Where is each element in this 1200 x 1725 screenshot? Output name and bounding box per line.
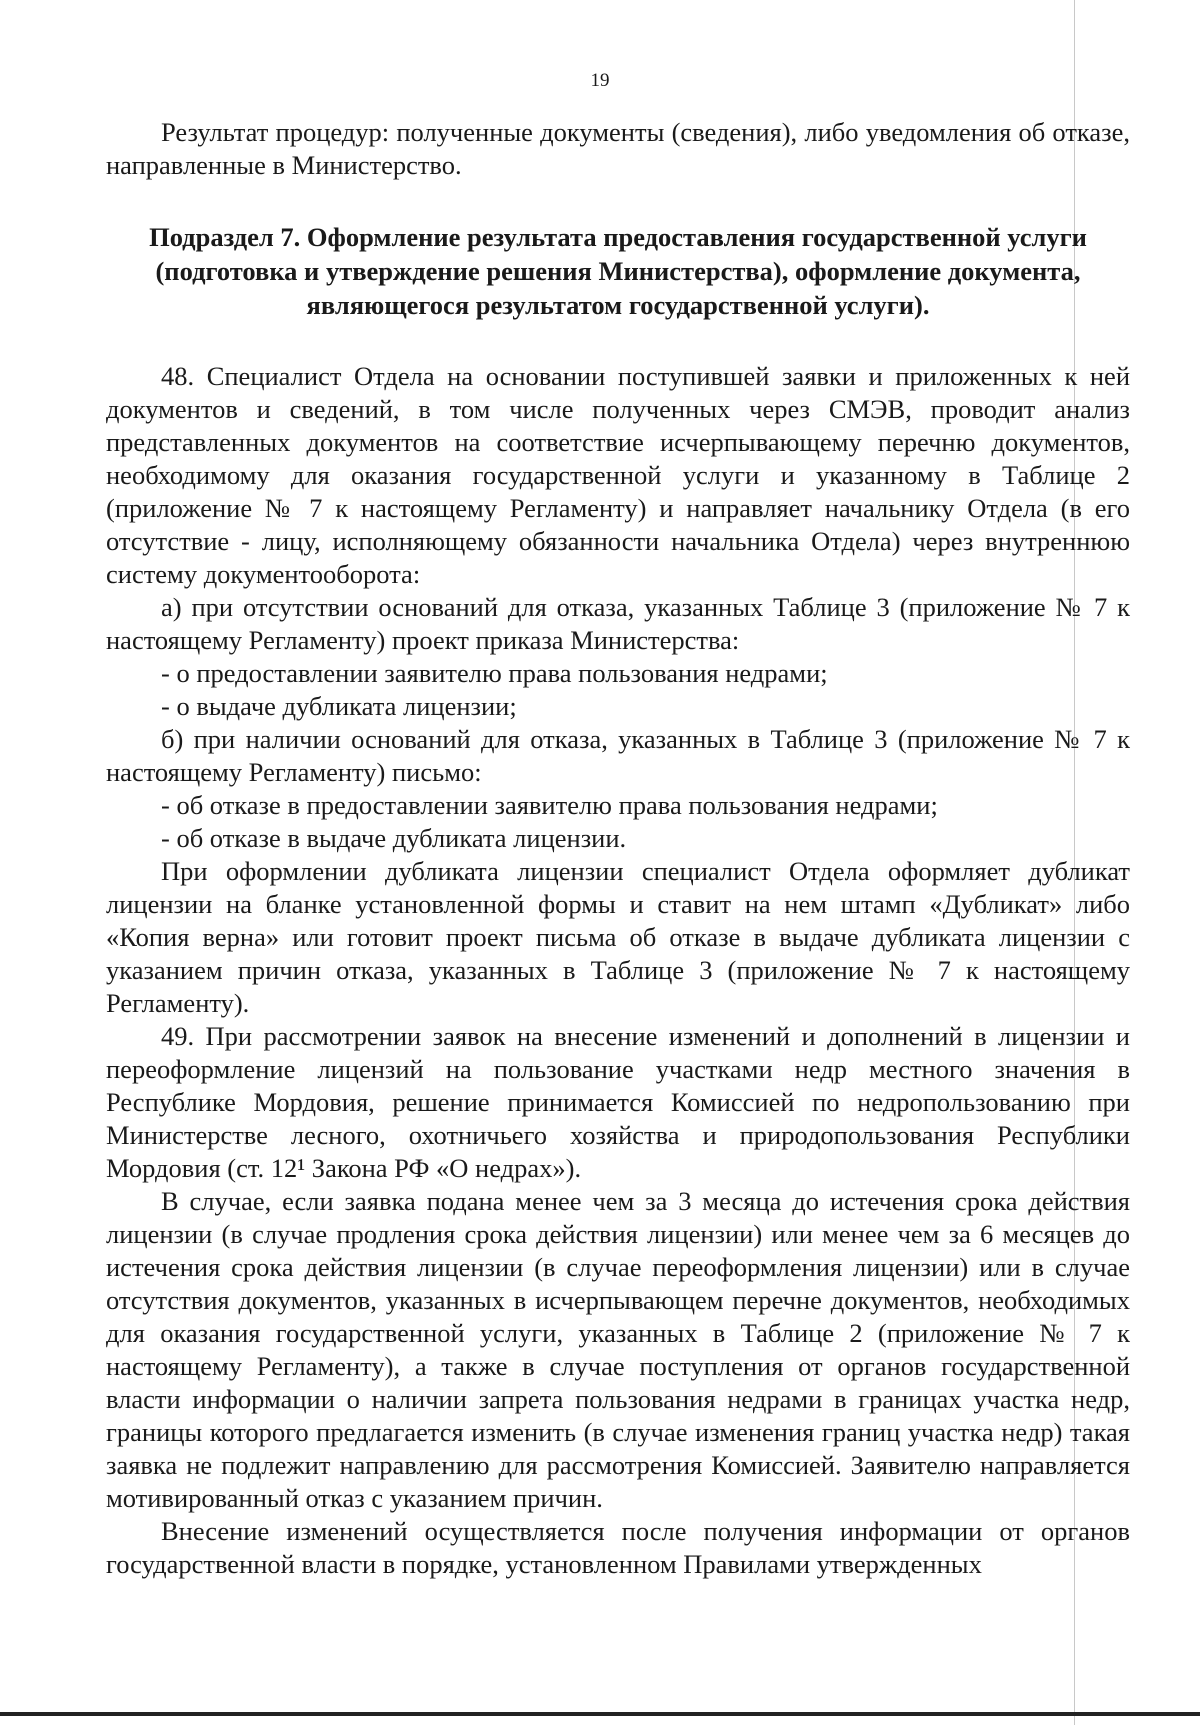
list-item: - об отказе в выдаче дубликата лицензии. — [161, 823, 627, 853]
list-item: - о предоставлении заявителю права пользования недрами; — [161, 658, 828, 688]
paragraph-48: 48. Специалист Отдела на основании поступившей заявки и приложенных к ней документов и сведений, в том числе полученных через СМЭВ, проводит анализ представленных документов на соответствие исчерпывающему перечню документов, необходимому для оказания государственной услуги и указанному в Таблице 2 (приложение № 7 к настоящему Регламенту) и направляет начальнику Отдела (в его отсутствие - лицу, исполняющему обязанности начальника Отдела) через внутреннюю систему документооборота: — [106, 361, 1130, 589]
intro-paragraph: Результат процедур: полученные документы (сведения), либо уведомления об отказе, направленные в Министерство. — [106, 117, 1130, 180]
paragraph-duplicate: При оформлении дубликата лицензии специалист Отдела оформляет дубликат лицензии на бланке установленной формы и ставит на нем штамп «Дубликат» либо «Копия верна» или готовит проект письма об отказе в выдаче дубликата лицензии с указанием причин отказа, указанных в Таблице 3 (приложение № 7 к настоящему Регламенту). — [106, 856, 1130, 1018]
page-bottom-rule — [0, 1712, 1200, 1716]
subsection-title: Подраздел 7. Оформление результата предоставления государственной услуги (подготовка и утверждение решения Министерства), оформление документа, являющегося результатом государственной услуги). — [149, 222, 1087, 320]
list-item: - об отказе в предоставлении заявителю права пользования недрами; — [161, 790, 938, 820]
paragraph-48-a: а) при отсутствии оснований для отказа, указанных Таблице 3 (приложение № 7 к настоящему Регламенту) проект приказа Министерства: — [106, 592, 1130, 655]
paragraph-49-case: В случае, если заявка подана менее чем за 3 месяца до истечения срока действия лицензии (в случае продления срока действия лицензии) или менее чем за 6 месяцев до истечения срока действия лицензии (в случае переоформления лицензии) или в случае отсутствия документов, указанных в исчерпывающем перечне документов, необходимых для оказания государственной услуги, указанных в Таблице 2 (приложение № 7 к настоящему Регламенту), а также в случае поступления от органов государственной власти информации о наличии запрета пользования недрами в границах участка недр, границы которого предлагается изменить (в случае изменения границ участка недр) такая заявка не подлежит направлению для рассмотрения Комиссией. Заявителю направляется мотивированный отказ с указанием причин. — [106, 1186, 1130, 1513]
list-item: - о выдаче дубликата лицензии; — [161, 691, 517, 721]
paragraph-49-changes: Внесение изменений осуществляется после получения информации от органов государственной власти в порядке, установленном Правилами утвержденных — [106, 1516, 1130, 1579]
document-body — [106, 116, 1130, 1581]
paragraph-49: 49. При рассмотрении заявок на внесение изменений и дополнений в лицензии и переоформление лицензий на пользование участками недр местного значения в Республике Мордовия, решение принимается Комиссией по недропользованию при Министерстве лесного, охотничьего хозяйства и природопользования Республики Мордовия (ст. 12¹ Закона РФ «О недрах»). — [106, 1021, 1130, 1183]
page-number: 19 — [590, 70, 610, 91]
paragraph-48-b: б) при наличии оснований для отказа, указанных в Таблице 3 (приложение № 7 к настоящему Регламенту) письмо: — [106, 724, 1130, 787]
